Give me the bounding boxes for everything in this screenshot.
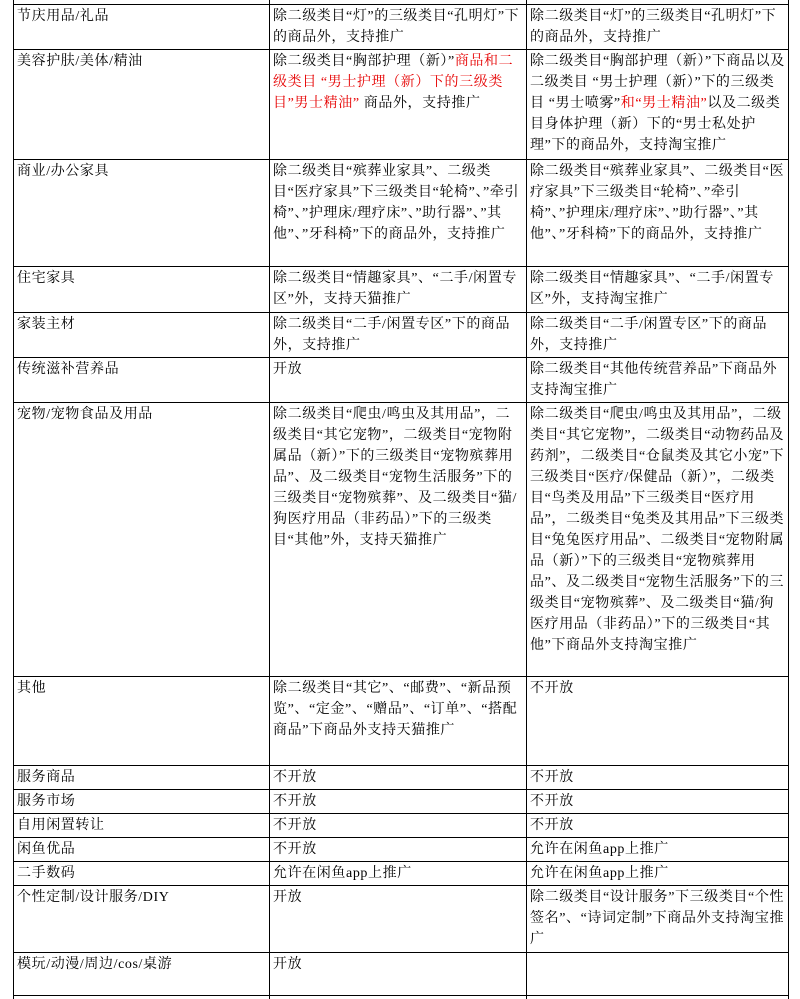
rule-cell-col2 <box>270 357 527 402</box>
table-row <box>14 885 789 952</box>
table-row <box>14 357 789 402</box>
table-row <box>14 765 789 789</box>
category-label: 闲鱼优品 <box>17 841 76 857</box>
rule-cell-col3 <box>527 837 789 861</box>
rule-cell-col3 <box>527 885 789 952</box>
rule-cell-col2 <box>270 159 527 266</box>
category-cell <box>14 952 270 995</box>
rule-text: 不开放 <box>273 817 317 833</box>
table-row <box>14 402 789 676</box>
rule-text: 开放 <box>273 956 303 972</box>
empty-cell <box>527 995 789 999</box>
category-label: 节庆用品/礼品 <box>17 8 110 24</box>
rule-cell-col3 <box>527 861 789 885</box>
category-cell <box>14 159 270 266</box>
category-cell <box>14 676 270 765</box>
rule-text: 允许在闲鱼app上推广 <box>530 841 669 857</box>
rule-text: 不开放 <box>273 793 317 809</box>
category-label: 传统滋补营养品 <box>17 361 120 377</box>
rule-cell-col2 <box>270 861 527 885</box>
rule-cell-col3 <box>527 312 789 357</box>
rule-text: 除二级类目“殡葬业家具”、二级类目“医疗家具”下三级类目“轮椅”、”牵引椅”、”护理床/理疗床”、”助行器”、”其他”、”牙科椅”下的商品外，支持推广 <box>273 163 520 242</box>
category-cell <box>14 885 270 952</box>
category-label: 宠物/宠物食品及用品 <box>17 406 153 422</box>
table-row <box>14 312 789 357</box>
category-label: 其他 <box>17 680 47 696</box>
category-label: 家装主材 <box>17 316 76 332</box>
table-row <box>14 49 789 159</box>
rule-text: 除二级类目“二手/闲置专区”下的商品外，支持推广 <box>530 316 768 353</box>
rule-text: 除二级类目“爬虫/鸣虫及其用品”，二级类目“其它宠物”，二级类目“动物药品及药剂”，二级类目“仓鼠类及其它小宠”下三级类目“医疗/保健品（新）”，二级类目“鸟类及用品”下三级类目“医疗用品”，二级类目“兔类及其用品”下三级类目“兔兔医疗用品”、二级类目“宠物附属品（新）”下的三级类目“宠物殡葬用品”、及二级类目“宠物生活服务”下的三级类目“宠物殡葬”、及二级类目“猫/狗医疗用品（非药品）”下的三级类目“其他”下商品外支持淘宝推广 <box>530 406 785 653</box>
table-row <box>14 952 789 995</box>
category-label: 服务商品 <box>17 769 76 785</box>
rule-text: 除二级类目“情趣家具”、“二手/闲置专区”外，支持天猫推广 <box>273 270 517 307</box>
table-row <box>14 861 789 885</box>
category-cell <box>14 813 270 837</box>
category-cell <box>14 49 270 159</box>
rule-cell-col2 <box>270 312 527 357</box>
rule-text: 除二级类目“胸部护理（新）” <box>273 53 455 69</box>
rule-cell-col2 <box>270 49 527 159</box>
rule-text: 允许在闲鱼app上推广 <box>530 865 669 881</box>
rule-cell-col3 <box>527 813 789 837</box>
table-row <box>14 789 789 813</box>
rule-text: 以及二级类目身体护理（新）下的“男士私处护理”下的商品外，支持淘宝推广 <box>530 95 781 153</box>
rule-text: 除二级类目“其他传统营养品”下商品外支持淘宝推广 <box>530 361 778 398</box>
rule-text-highlighted: 和“男士精油” <box>620 95 708 111</box>
table-row <box>14 159 789 266</box>
rule-cell-col2 <box>270 837 527 861</box>
rule-cell-col2 <box>270 885 527 952</box>
category-label: 商业/办公家具 <box>17 163 110 179</box>
table-row <box>14 676 789 765</box>
category-cell <box>14 312 270 357</box>
rule-text: 除二级类目“胸部护理（新）”下商品以及二级类目 “男士护理（新）”下的三级类目 “男士喷雾” <box>530 53 785 111</box>
rule-cell-col3 <box>527 266 789 312</box>
rule-cell-col2 <box>270 266 527 312</box>
rule-text: 不开放 <box>530 817 574 833</box>
category-label: 模玩/动漫/周边/cos/桌游 <box>17 956 173 972</box>
rule-cell-col3 <box>527 789 789 813</box>
rule-cell-col2 <box>270 402 527 676</box>
rule-cell-col3 <box>527 357 789 402</box>
rule-cell-col3 <box>527 49 789 159</box>
rule-text: 允许在闲鱼app上推广 <box>273 865 412 881</box>
rule-text: 除二级类目“灯”的三级类目“孔明灯”下的商品外，支持推广 <box>530 8 777 45</box>
category-cell <box>14 402 270 676</box>
rule-text: 除二级类目“爬虫/鸣虫及其用品”，二级类目“其它宠物”，二级类目“宠物附属品（新）”下的三级类目“宠物殡葬用品”、及二级类目“宠物生活服务”下的三级类目“宠物殡葬”、及二级类目“猫/狗医疗用品（非药品）”下的三级类目“其他”外，支持天猫推广 <box>273 406 517 548</box>
rule-text: 除二级类目“灯”的三级类目“孔明灯”下的商品外，支持推广 <box>273 8 520 45</box>
rule-text: 开放 <box>273 361 303 377</box>
rule-text: 除二级类目“殡葬业家具”、二级类目“医疗家具”下三级类目“轮椅”、”牵引椅”、”护理床/理疗床”、”助行器”、”其他”、”牙科椅”下的商品外，支持推广 <box>530 163 785 242</box>
category-cell <box>14 837 270 861</box>
rule-text: 除二级类目“二手/闲置专区”下的商品外，支持推广 <box>273 316 511 353</box>
rule-text: 开放 <box>273 889 303 905</box>
rule-text: 除二级类目“其它”、“邮费”、“新品预览”、“定金”、“赠品”、“订单”、“搭配商品”下商品外支持天猫推广 <box>273 680 518 738</box>
rule-cell-col3 <box>527 765 789 789</box>
category-cell <box>14 4 270 49</box>
empty-cell <box>270 995 527 999</box>
table-row-partial <box>14 995 789 999</box>
rule-text: 除二级类目“设计服务”下三级类目“个性签名”、“诗词定制”下商品外支持淘宝推广 <box>530 889 785 947</box>
rule-text: 除二级类目“情趣家具”、“二手/闲置专区”外，支持淘宝推广 <box>530 270 774 307</box>
table-row <box>14 837 789 861</box>
category-cell <box>14 357 270 402</box>
table-row <box>14 266 789 312</box>
rule-cell-col2 <box>270 4 527 49</box>
category-cell <box>14 789 270 813</box>
table-row <box>14 4 789 49</box>
rule-text: 不开放 <box>273 841 317 857</box>
category-promotion-rules-table <box>13 0 789 999</box>
category-label: 美容护肤/美体/精油 <box>17 53 143 69</box>
rule-cell-col2 <box>270 952 527 995</box>
rule-cell-col3 <box>527 952 789 995</box>
rule-cell-col2 <box>270 676 527 765</box>
empty-cell <box>14 995 270 999</box>
rule-text: 商品外，支持推广 <box>359 95 481 111</box>
table-row <box>14 813 789 837</box>
category-label: 服务市场 <box>17 793 76 809</box>
rule-text: 不开放 <box>273 769 317 785</box>
rule-text-highlighted: 商品和二级类目 “男士护理（新）下的三级类目”男士精油” <box>273 53 514 111</box>
rule-text: 不开放 <box>530 680 574 696</box>
rule-cell-col3 <box>527 402 789 676</box>
rule-cell-col2 <box>270 813 527 837</box>
category-label: 自用闲置转让 <box>17 817 105 833</box>
category-label: 个性定制/设计服务/DIY <box>17 889 170 905</box>
category-cell <box>14 765 270 789</box>
category-label: 住宅家具 <box>17 270 76 286</box>
rule-cell-col3 <box>527 159 789 266</box>
rule-text: 不开放 <box>530 769 574 785</box>
rule-cell-col3 <box>527 4 789 49</box>
category-label: 二手数码 <box>17 865 76 881</box>
rule-text: 不开放 <box>530 793 574 809</box>
rule-cell-col2 <box>270 789 527 813</box>
category-cell <box>14 861 270 885</box>
category-cell <box>14 266 270 312</box>
rule-cell-col3 <box>527 676 789 765</box>
rule-cell-col2 <box>270 765 527 789</box>
